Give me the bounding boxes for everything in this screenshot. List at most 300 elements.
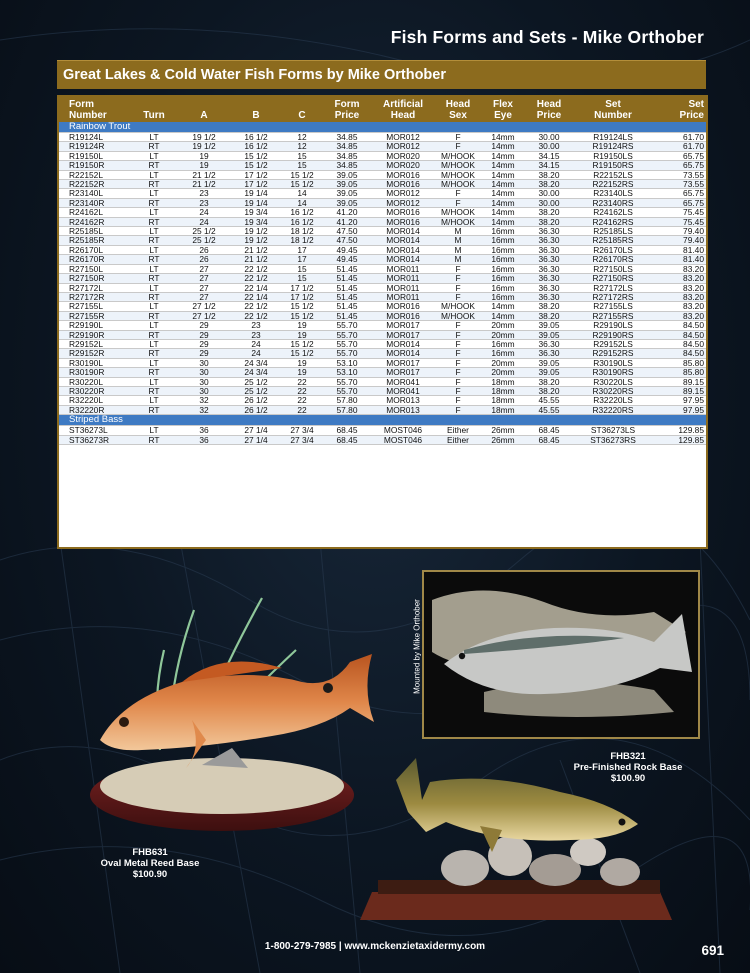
table-cell: 51.45 (323, 274, 371, 283)
salmon-product-code: FHB321 (610, 751, 646, 762)
salmon-rock-mount-illustration (424, 572, 698, 737)
table-cell: 16mm (481, 292, 525, 301)
table-cell: 36.30 (525, 264, 573, 273)
table-cell: 19 1/2 (177, 142, 231, 151)
table-cell: 27 (177, 292, 231, 301)
table-cell: 47.50 (323, 227, 371, 236)
table-cell: 68.45 (323, 435, 371, 444)
table-cell: 25 1/2 (231, 386, 281, 395)
table-cell: 75.45 (653, 208, 706, 217)
table-cell: F (435, 264, 481, 273)
table-cell: 65.75 (653, 198, 706, 207)
table-cell: RT (131, 386, 177, 395)
table-cell: 36.30 (525, 339, 573, 348)
table-cell: 14mm (481, 170, 525, 179)
table-cell: 85.80 (653, 358, 706, 367)
col-set-price: Set Price (653, 97, 706, 122)
table-row (59, 161, 706, 170)
table-cell: 45.55 (525, 405, 573, 414)
table-cell: RT (131, 274, 177, 283)
table-cell: LT (131, 396, 177, 405)
table-cell: R25185R (59, 236, 131, 245)
table-cell: LT (131, 133, 177, 142)
table-cell: RT (131, 255, 177, 264)
table-cell: 16mm (481, 236, 525, 245)
table-cell: R27172LS (573, 283, 653, 292)
table-cell: M (435, 255, 481, 264)
table-cell: 26 1/2 (231, 405, 281, 414)
table-cell: 27 (177, 283, 231, 292)
table-cell: 34.85 (323, 161, 371, 170)
table-cell: R27150LS (573, 264, 653, 273)
table-cell: 39.05 (323, 189, 371, 198)
table-cell: RT (131, 217, 177, 226)
table-cell: R27150R (59, 274, 131, 283)
table-cell: R30220R (59, 386, 131, 395)
footer-contact (0, 941, 750, 952)
table-cell: 22 (281, 396, 323, 405)
table-cell: RT (131, 349, 177, 358)
table-cell: LT (131, 170, 177, 179)
table-cell: 84.50 (653, 321, 706, 330)
table-cell: F (435, 405, 481, 414)
table-cell: 38.20 (525, 311, 573, 320)
table-cell: RT (131, 330, 177, 339)
table-cell: 36.30 (525, 255, 573, 264)
table-cell: R29152L (59, 339, 131, 348)
table-cell: F (435, 330, 481, 339)
table-cell: 16mm (481, 245, 525, 254)
table-cell: 12 (281, 142, 323, 151)
table-cell: R26170L (59, 245, 131, 254)
table-row (59, 396, 706, 405)
table-cell: 39.05 (323, 198, 371, 207)
table-cell: 19 3/4 (231, 208, 281, 217)
species-group-label: Striped Bass (59, 415, 706, 426)
table-cell: R23140L (59, 189, 131, 198)
species-group-header (59, 122, 706, 133)
table-cell: 22 1/2 (231, 311, 281, 320)
table-cell: R30220RS (573, 386, 653, 395)
table-cell: R27155L (59, 302, 131, 311)
table-cell: 129.85 (653, 426, 706, 435)
section-title: Great Lakes & Cold Water Fish Forms by Mike Orthober (63, 67, 446, 83)
table-cell: F (435, 358, 481, 367)
table-cell: MOR016 (371, 208, 435, 217)
table-cell: 25 1/2 (177, 227, 231, 236)
table-cell: MOR014 (371, 227, 435, 236)
table-cell: 30.00 (525, 189, 573, 198)
table-cell: 34.85 (323, 142, 371, 151)
table-cell: R27155LS (573, 302, 653, 311)
table-cell: 24 (177, 217, 231, 226)
table-cell: 17 1/2 (281, 292, 323, 301)
table-cell: 15 1/2 (281, 170, 323, 179)
table-cell: 38.20 (525, 217, 573, 226)
table-cell: MOR017 (371, 321, 435, 330)
table-cell: RT (131, 180, 177, 189)
table-cell: M/HOOK (435, 311, 481, 320)
table-cell: RT (131, 405, 177, 414)
table-cell: F (435, 377, 481, 386)
table-cell: M (435, 227, 481, 236)
table-cell: R24162R (59, 217, 131, 226)
table-cell: 29 (177, 349, 231, 358)
table-cell: 22 1/2 (231, 264, 281, 273)
table-cell: 83.20 (653, 311, 706, 320)
salmon-product-name: Pre-Finished Rock Base (573, 762, 683, 773)
table-cell: 38.20 (525, 180, 573, 189)
table-cell: R25185LS (573, 227, 653, 236)
table-cell: ST36273RS (573, 435, 653, 444)
table-cell: 18 1/2 (281, 236, 323, 245)
table-cell: 16mm (481, 274, 525, 283)
table-cell: MOR011 (371, 292, 435, 301)
table-cell: 21 1/2 (177, 170, 231, 179)
table-cell: M/HOOK (435, 180, 481, 189)
table-cell: 14 (281, 189, 323, 198)
table-cell: RT (131, 161, 177, 170)
table-cell: 19 (281, 321, 323, 330)
table-cell: 15 1/2 (281, 302, 323, 311)
table-row (59, 302, 706, 311)
table-cell: 17 1/2 (281, 283, 323, 292)
table-cell: 16mm (481, 349, 525, 358)
table-row (59, 189, 706, 198)
table-cell: 16mm (481, 255, 525, 264)
table-cell: ST36273L (59, 426, 131, 435)
table-cell: 55.70 (323, 330, 371, 339)
table-cell: LT (131, 358, 177, 367)
table-row (59, 236, 706, 245)
table-cell: F (435, 274, 481, 283)
table-cell: 19 3/4 (231, 217, 281, 226)
table-cell: F (435, 339, 481, 348)
col-c: C (281, 97, 323, 122)
table-cell: MOR011 (371, 274, 435, 283)
table-cell: 39.05 (323, 170, 371, 179)
table-cell: MOR041 (371, 377, 435, 386)
table-cell: 30 (177, 358, 231, 367)
table-cell: MOR012 (371, 142, 435, 151)
table-cell: R19124R (59, 142, 131, 151)
table-cell: 51.45 (323, 292, 371, 301)
col-head-price: Head Price (525, 97, 573, 122)
table-cell: 81.40 (653, 245, 706, 254)
table-cell: 83.20 (653, 264, 706, 273)
table-cell: M/HOOK (435, 151, 481, 160)
table-row (59, 283, 706, 292)
table-cell: 23 (177, 198, 231, 207)
table-cell: 27 1/2 (177, 302, 231, 311)
table-cell: 16 1/2 (231, 142, 281, 151)
table-cell: 14mm (481, 217, 525, 226)
table-cell: 16 1/2 (231, 133, 281, 142)
table-cell: 17 (281, 255, 323, 264)
table-cell: 19 (177, 151, 231, 160)
footer-phone: 1-800-279-7985 (264, 941, 337, 952)
table-cell: LT (131, 321, 177, 330)
table-cell: R19150L (59, 151, 131, 160)
species-group-label: Rainbow Trout (59, 122, 706, 133)
table-cell: 22 (281, 377, 323, 386)
table-cell: 51.45 (323, 264, 371, 273)
table-cell: R27172L (59, 283, 131, 292)
table-cell: R26170RS (573, 255, 653, 264)
table-cell: LT (131, 339, 177, 348)
table-row (59, 255, 706, 264)
table-cell: 22 (281, 386, 323, 395)
table-cell: 17 1/2 (231, 170, 281, 179)
table-cell: M (435, 236, 481, 245)
table-cell: R19150LS (573, 151, 653, 160)
table-cell: 22 1/2 (231, 274, 281, 283)
table-cell: 19 1/2 (231, 227, 281, 236)
table-cell: 129.85 (653, 435, 706, 444)
table-cell: 20mm (481, 330, 525, 339)
table-cell: 16mm (481, 264, 525, 273)
table-cell: 38.20 (525, 302, 573, 311)
table-cell: F (435, 283, 481, 292)
table-cell: 36.30 (525, 292, 573, 301)
table-cell: R30190L (59, 358, 131, 367)
table-cell: MOR016 (371, 302, 435, 311)
table-cell: 51.45 (323, 302, 371, 311)
table-cell: R32220R (59, 405, 131, 414)
table-cell: 36.30 (525, 283, 573, 292)
table-cell: R29190R (59, 330, 131, 339)
table-cell: R29190RS (573, 330, 653, 339)
table-cell: RT (131, 368, 177, 377)
table-cell: 24 3/4 (231, 358, 281, 367)
table-cell: F (435, 142, 481, 151)
table-cell: 39.05 (323, 180, 371, 189)
table-cell: 14mm (481, 311, 525, 320)
table-cell: RT (131, 311, 177, 320)
table-cell: 68.45 (525, 435, 573, 444)
col-a: A (177, 97, 231, 122)
table-cell: 14mm (481, 189, 525, 198)
table-cell: ST36273LS (573, 426, 653, 435)
table-cell: LT (131, 302, 177, 311)
table-cell: 27 1/4 (231, 426, 281, 435)
table-cell: LT (131, 377, 177, 386)
table-cell: 53.10 (323, 358, 371, 367)
table-cell: 36.30 (525, 274, 573, 283)
table-cell: 89.15 (653, 377, 706, 386)
table-cell: 18mm (481, 396, 525, 405)
footer-website[interactable]: www.mckenzietaxidermy.com (344, 941, 486, 952)
table-cell: RT (131, 198, 177, 207)
table-cell: F (435, 396, 481, 405)
table-cell: 14mm (481, 302, 525, 311)
table-cell: 16mm (481, 227, 525, 236)
section-banner (57, 60, 706, 89)
table-cell: MOR017 (371, 358, 435, 367)
table-cell: MOR041 (371, 386, 435, 395)
table-cell: 27 (177, 274, 231, 283)
table-cell: R26170R (59, 255, 131, 264)
table-cell: 38.20 (525, 208, 573, 217)
table-cell: 16 1/2 (281, 208, 323, 217)
table-cell: 19 1/4 (231, 198, 281, 207)
table-row (59, 426, 706, 435)
table-cell: R23140LS (573, 189, 653, 198)
table-cell: 49.45 (323, 255, 371, 264)
table-cell: 18mm (481, 377, 525, 386)
table-cell: 53.10 (323, 368, 371, 377)
table-cell: 30.00 (525, 133, 573, 142)
table-cell: LT (131, 208, 177, 217)
table-cell: 27 1/4 (231, 435, 281, 444)
table-cell: F (435, 198, 481, 207)
table-cell: R29152R (59, 349, 131, 358)
table-cell: 24 3/4 (231, 368, 281, 377)
table-cell: 14mm (481, 142, 525, 151)
table-cell: 36.30 (525, 227, 573, 236)
table-cell: MOR014 (371, 255, 435, 264)
table-row (59, 349, 706, 358)
table-cell: 85.80 (653, 368, 706, 377)
table-cell: 20mm (481, 358, 525, 367)
table-cell: LT (131, 151, 177, 160)
table-cell: F (435, 133, 481, 142)
table-cell: 55.70 (323, 321, 371, 330)
table-cell: R25185RS (573, 236, 653, 245)
table-cell: 18mm (481, 386, 525, 395)
table-cell: F (435, 368, 481, 377)
table-row (59, 208, 706, 217)
table-row (59, 274, 706, 283)
table-cell: M/HOOK (435, 217, 481, 226)
table-cell: R29190LS (573, 321, 653, 330)
table-cell: 55.70 (323, 339, 371, 348)
table-cell: R24162LS (573, 208, 653, 217)
table-cell: MOR020 (371, 151, 435, 160)
table-row (59, 435, 706, 444)
table-cell: 24 (231, 349, 281, 358)
table-cell: 36.30 (525, 349, 573, 358)
table-cell: R19124RS (573, 142, 653, 151)
table-cell: 84.50 (653, 349, 706, 358)
table-cell: 61.70 (653, 133, 706, 142)
table-cell: 30.00 (525, 198, 573, 207)
table-cell: 26 1/2 (231, 396, 281, 405)
table-cell: R19124L (59, 133, 131, 142)
table-cell: 68.45 (525, 426, 573, 435)
table-cell: 14mm (481, 208, 525, 217)
table-cell: 15 (281, 151, 323, 160)
table-cell: R22152LS (573, 170, 653, 179)
table-cell: M/HOOK (435, 302, 481, 311)
table-row (59, 321, 706, 330)
table-cell: 27 (177, 264, 231, 273)
table-cell: 51.45 (323, 283, 371, 292)
table-cell: 27 1/2 (177, 311, 231, 320)
col-b: B (231, 97, 281, 122)
table-cell: F (435, 189, 481, 198)
table-body (59, 122, 706, 445)
table-cell: MOST046 (371, 435, 435, 444)
table-cell: 17 (281, 245, 323, 254)
table-cell: 51.45 (323, 311, 371, 320)
table-cell: 30 (177, 377, 231, 386)
redfish-product-price: $100.90 (132, 869, 168, 880)
table-cell: ST36273R (59, 435, 131, 444)
table-cell: 30 (177, 386, 231, 395)
table-cell: 19 1/2 (231, 236, 281, 245)
table-cell: 23 (231, 321, 281, 330)
table-cell: R32220RS (573, 405, 653, 414)
col-artificial-head: Artificial Head (371, 97, 435, 122)
table-cell: 55.70 (323, 377, 371, 386)
table-cell: 55.70 (323, 386, 371, 395)
table-cell: R19150RS (573, 161, 653, 170)
col-flex-eye: Flex Eye (481, 97, 525, 122)
table-cell: 22 (281, 405, 323, 414)
table-cell: 15 1/2 (281, 349, 323, 358)
table-cell: 32 (177, 405, 231, 414)
table-cell: 81.40 (653, 255, 706, 264)
page-number: 691 (701, 943, 724, 958)
table-cell: 15 (281, 161, 323, 170)
table-cell: 19 (281, 330, 323, 339)
table-cell: 41.20 (323, 208, 371, 217)
col-set-number: Set Number (573, 97, 653, 122)
table-cell: F (435, 321, 481, 330)
table-cell: R27172RS (573, 292, 653, 301)
table-cell: 45.55 (525, 396, 573, 405)
table-cell: 83.20 (653, 302, 706, 311)
table-cell: 34.15 (525, 161, 573, 170)
table-cell: 19 (281, 358, 323, 367)
table-cell: MOR016 (371, 311, 435, 320)
col-head-sex: Head Sex (435, 97, 481, 122)
table-cell: 55.70 (323, 349, 371, 358)
table-cell: 26mm (481, 426, 525, 435)
table-cell: 21 1/2 (231, 245, 281, 254)
salmon-product-price: $100.90 (610, 773, 646, 784)
table-cell: 83.20 (653, 292, 706, 301)
redfish-mount-illustration (82, 590, 382, 840)
table-cell: MOR016 (371, 180, 435, 189)
table-cell: 17 1/2 (231, 180, 281, 189)
table-cell: LT (131, 264, 177, 273)
table-cell: 39.05 (525, 330, 573, 339)
table-cell: 30.00 (525, 142, 573, 151)
table-cell: MOR014 (371, 236, 435, 245)
table-cell: MOR011 (371, 264, 435, 273)
table-cell: RT (131, 292, 177, 301)
table-cell: 36.30 (525, 245, 573, 254)
table-cell: MOR016 (371, 170, 435, 179)
mounted-credit: Mounted by Mike Orthober (412, 599, 422, 694)
table-cell: 57.80 (323, 405, 371, 414)
table-cell: R25185L (59, 227, 131, 236)
table-cell: 15 1/2 (231, 151, 281, 160)
table-cell: 38.20 (525, 386, 573, 395)
table-cell: 34.85 (323, 133, 371, 142)
table-cell: 83.20 (653, 283, 706, 292)
table-cell: 15 1/2 (281, 311, 323, 320)
table-cell: 36.30 (525, 236, 573, 245)
table-cell: 15 1/2 (281, 339, 323, 348)
col-form-price: Form Price (323, 97, 371, 122)
table-cell: 20mm (481, 321, 525, 330)
table-cell: 36 (177, 435, 231, 444)
col-form-number: Form Number (59, 97, 131, 122)
table-cell: RT (131, 236, 177, 245)
